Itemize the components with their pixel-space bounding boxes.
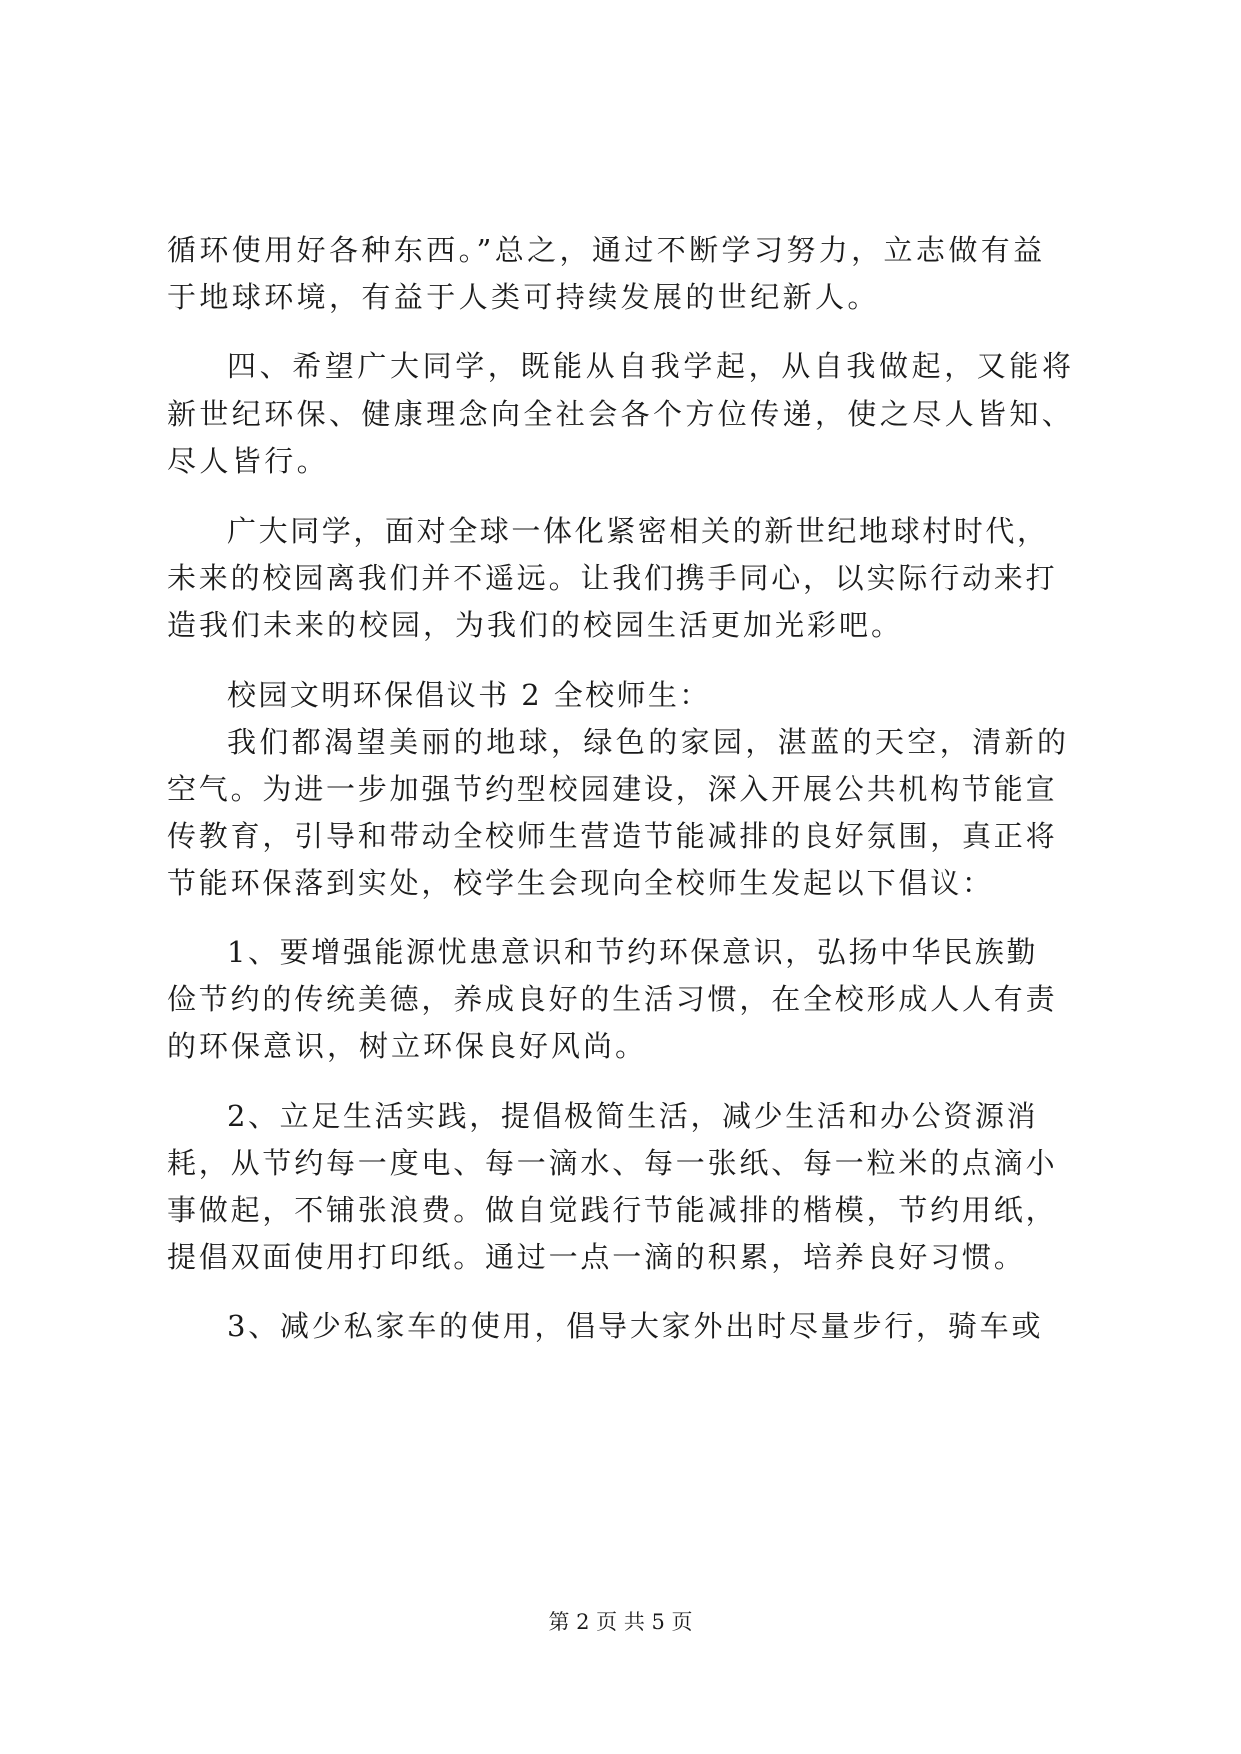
text-line: 广大同学，面对全球一体化紧密相关的新世纪地球村时代， bbox=[227, 514, 1049, 548]
text-line: 未来的校园离我们并不遥远。让我们携手同心，以实际行动来打 bbox=[167, 561, 1058, 595]
text-line: 造我们未来的校园，为我们的校园生活更加光彩吧。 bbox=[167, 608, 904, 642]
text-line: 耗，从节约每一度电、每一滴水、每一张纸、每一粒米的点滴小 bbox=[167, 1146, 1058, 1180]
text-line: 3、减少私家车的使用，倡导大家外出时尽量步行，骑车或 bbox=[227, 1309, 1044, 1343]
text-line: 循环使用好各种东西。”总之，通过不断学习努力，立志做有益 bbox=[167, 233, 1046, 267]
text-line: 1、要增强能源忧患意识和节约环保意识，弘扬中华民族勤 bbox=[227, 935, 1039, 969]
text-line: 尽人皆行。 bbox=[167, 444, 330, 478]
text-line: 传教育，引导和带动全校师生营造节能减排的良好氛围，真正将 bbox=[167, 819, 1058, 853]
text-line: 于地球环境，有益于人类可持续发展的世纪新人。 bbox=[167, 280, 880, 314]
text-line: 四、希望广大同学，既能从自我学起，从自我做起，又能将 bbox=[227, 349, 1075, 383]
text-line: 新世纪环保、健康理念向全社会各个方位传递，使之尽人皆知、 bbox=[167, 397, 1075, 431]
text-line: 校园文明环保倡议书 2 全校师生： bbox=[227, 678, 711, 712]
text-line: 提倡双面使用打印纸。通过一点一滴的积累，培养良好习惯。 bbox=[167, 1240, 1026, 1274]
text-line: 我们都渴望美丽的地球，绿色的家园，湛蓝的天空，清新的 bbox=[227, 725, 1070, 759]
text-line: 空气。为进一步加强节约型校园建设，深入开展公共机构节能宣 bbox=[167, 772, 1058, 806]
text-line: 2、立足生活实践，提倡极简生活，减少生活和办公资源消 bbox=[227, 1099, 1039, 1133]
text-line: 节能环保落到实处，校学生会现向全校师生发起以下倡议： bbox=[167, 866, 994, 900]
text-line: 的环保意识，树立环保良好风尚。 bbox=[167, 1029, 648, 1063]
text-line: 事做起，不铺张浪费。做自觉践行节能减排的楷模，节约用纸， bbox=[167, 1193, 1058, 1227]
page-number-footer: 第 2 页 共 5 页 bbox=[548, 1610, 693, 1634]
text-line: 俭节约的传统美德，养成良好的生活习惯，在全校形成人人有责 bbox=[167, 982, 1058, 1016]
